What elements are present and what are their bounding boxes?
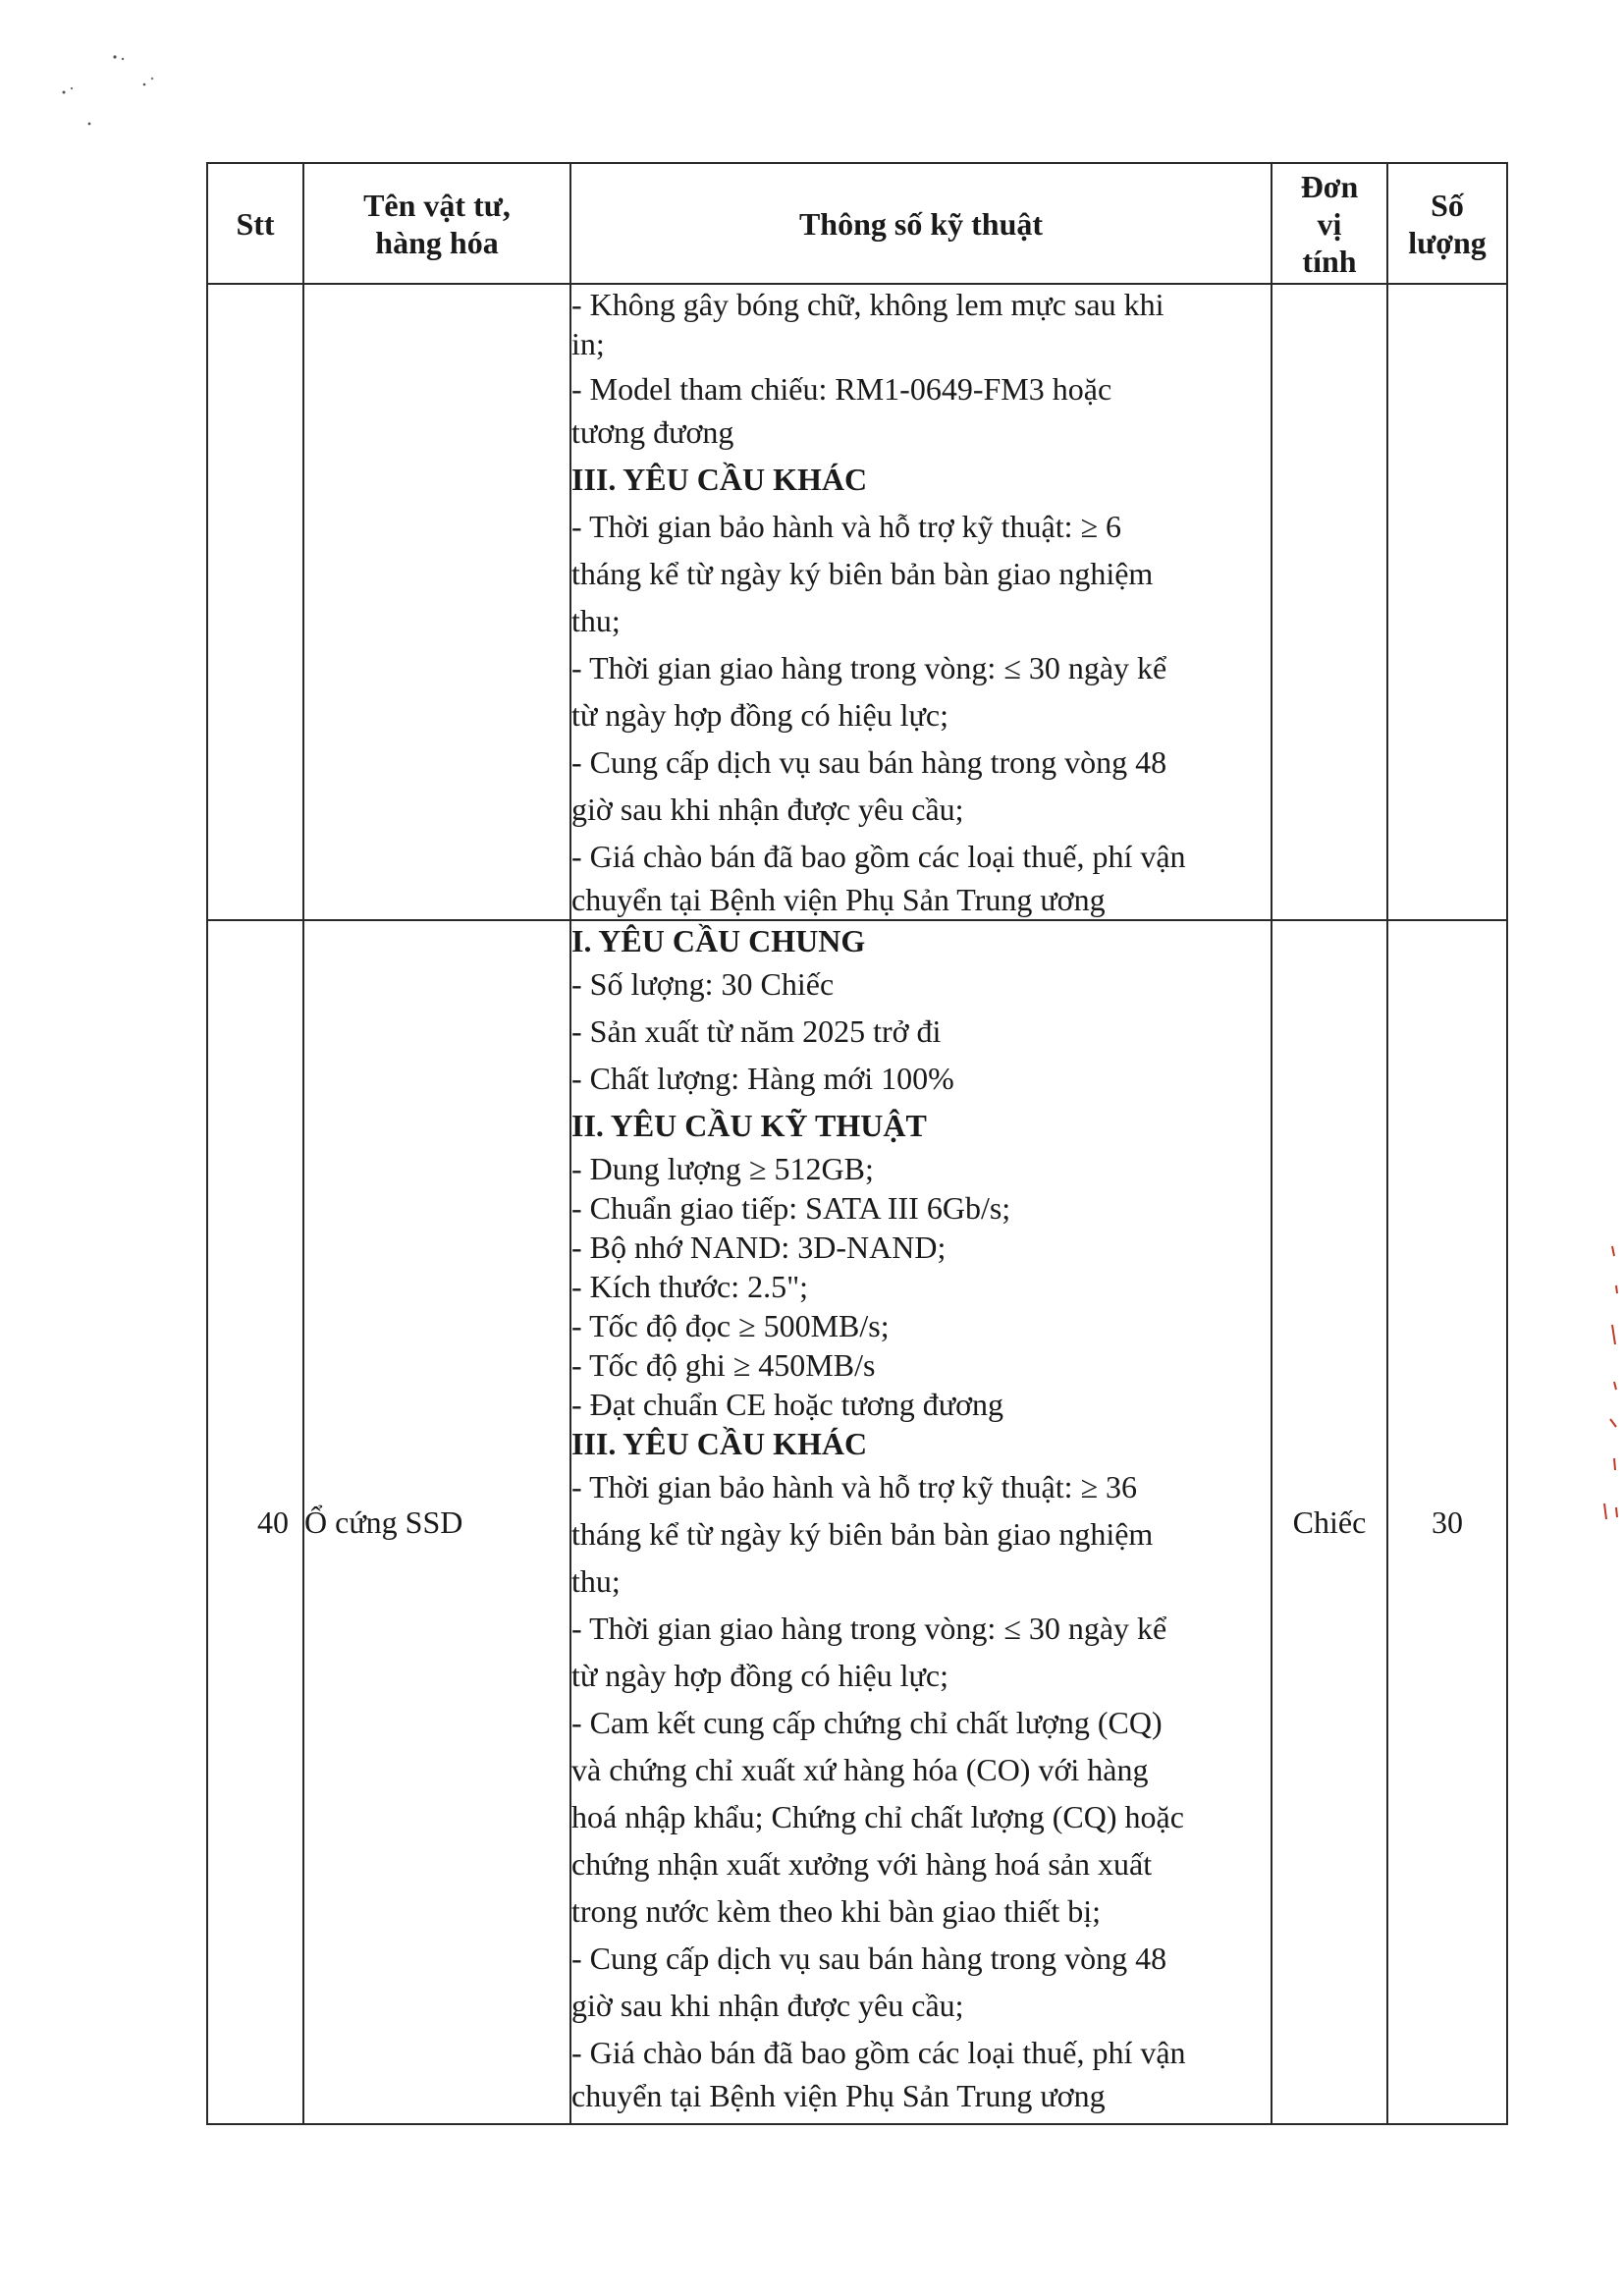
- table-header-row: [207, 163, 1507, 284]
- spec-section-heading: I. YÊU CẦU CHUNG: [571, 923, 866, 958]
- spec-line: - Sản xuất từ năm 2025 trở đi: [571, 1013, 942, 1049]
- spec-line: chuyển tại Bệnh viện Phụ Sản Trung ương: [571, 882, 1106, 917]
- spec-line: - Model tham chiếu: RM1-0649-FM3 hoặc: [571, 371, 1112, 407]
- header-unit: Đơn vị tính: [1272, 163, 1387, 284]
- spec-line: thu;: [571, 1563, 621, 1599]
- spec-line: chứng nhận xuất xưởng với hàng hoá sản xuất: [571, 1846, 1153, 1882]
- spec-line: chuyển tại Bệnh viện Phụ Sản Trung ương: [571, 2078, 1106, 2113]
- spec-line: từ ngày hợp đồng có hiệu lực;: [571, 1658, 948, 1693]
- spec-line: thu;: [571, 603, 621, 638]
- spec-line: - Cung cấp dịch vụ sau bán hàng trong vòng 48: [571, 1941, 1167, 1976]
- spec-line: - Giá chào bán đã bao gồm các loại thuế, phí vận: [571, 839, 1186, 874]
- header-stt: Stt: [207, 163, 303, 284]
- spec-line: tháng kể từ ngày ký biên bản bàn giao nghiệm: [571, 556, 1154, 591]
- spec-line: - Kích thước: 2.5";: [571, 1269, 809, 1304]
- cell-unit: [1272, 284, 1387, 920]
- spec-section-heading: III. YÊU CẦU KHÁC: [571, 462, 868, 497]
- table-row-40: [207, 920, 1507, 2124]
- spec-line: tháng kể từ ngày ký biên bản bàn giao nghiệm: [571, 1516, 1154, 1552]
- spec-line: in;: [571, 326, 605, 361]
- spec-line: - Thời gian giao hàng trong vòng: ≤ 30 ngày kể: [571, 1611, 1167, 1646]
- spec-line: trong nước kèm theo khi bàn giao thiết bị;: [571, 1893, 1102, 1929]
- cell-item-name: Ổ cứng SSD: [303, 920, 570, 2124]
- technical-spec-table: [206, 162, 1508, 2125]
- scan-specks-decoration: [54, 49, 172, 137]
- header-quantity: Số lượng: [1387, 163, 1507, 284]
- spec-section-heading: II. YÊU CẦU KỸ THUẬT: [571, 1108, 927, 1143]
- cell-item-name: [303, 284, 570, 920]
- spec-line: - Thời gian giao hàng trong vòng: ≤ 30 ngày kể: [571, 650, 1167, 685]
- header-item-name: Tên vật tư, hàng hóa: [303, 163, 570, 284]
- spec-line: - Số lượng: 30 Chiếc: [571, 966, 835, 1002]
- spec-line: - Thời gian bảo hành và hỗ trợ kỹ thuật: ≥ 36: [571, 1469, 1138, 1504]
- table-row-continued: [207, 284, 1507, 920]
- spec-line: hoá nhập khẩu; Chứng chỉ chất lượng (CQ) hoặc: [571, 1799, 1184, 1834]
- spec-line: - Chuẩn giao tiếp: SATA III 6Gb/s;: [571, 1190, 1011, 1226]
- spec-line: - Bộ nhớ NAND: 3D-NAND;: [571, 1230, 947, 1265]
- spec-line: - Giá chào bán đã bao gồm các loại thuế, phí vận: [571, 2035, 1186, 2070]
- spec-line: - Không gây bóng chữ, không lem mực sau khi: [571, 287, 1164, 322]
- cell-quantity: [1387, 284, 1507, 920]
- spec-line: - Cam kết cung cấp chứng chỉ chất lượng (CQ): [571, 1705, 1163, 1740]
- spec-line: - Dung lượng ≥ 512GB;: [571, 1151, 874, 1186]
- spec-line: - Tốc độ ghi ≥ 450MB/s: [571, 1347, 876, 1383]
- spec-line: giờ sau khi nhận được yêu cầu;: [571, 792, 964, 827]
- spec-line: - Chất lượng: Hàng mới 100%: [571, 1061, 954, 1096]
- cell-technical-spec: [570, 920, 1272, 2124]
- cell-unit: Chiếc: [1272, 920, 1387, 2124]
- spec-line: tương đương: [571, 414, 734, 450]
- cell-stt: 40: [207, 920, 303, 2124]
- spec-line: - Thời gian bảo hành và hỗ trợ kỹ thuật: ≥ 6: [571, 509, 1122, 544]
- cell-stt: [207, 284, 303, 920]
- spec-line: - Tốc độ đọc ≥ 500MB/s;: [571, 1308, 890, 1343]
- spec-section-heading: III. YÊU CẦU KHÁC: [571, 1426, 868, 1461]
- spec-line: và chứng chỉ xuất xứ hàng hóa (CO) với hàng: [571, 1752, 1149, 1787]
- spec-line: giờ sau khi nhận được yêu cầu;: [571, 1988, 964, 2023]
- cell-quantity: 30: [1387, 920, 1507, 2124]
- margin-stamp-marks-decoration: [1598, 1242, 1622, 1527]
- spec-line: từ ngày hợp đồng có hiệu lực;: [571, 697, 948, 733]
- spec-line: - Đạt chuẩn CE hoặc tương đương: [571, 1387, 1003, 1422]
- spec-line: - Cung cấp dịch vụ sau bán hàng trong vòng 48: [571, 744, 1167, 780]
- header-technical-spec: Thông số kỹ thuật: [570, 163, 1272, 284]
- cell-technical-spec: [570, 284, 1272, 920]
